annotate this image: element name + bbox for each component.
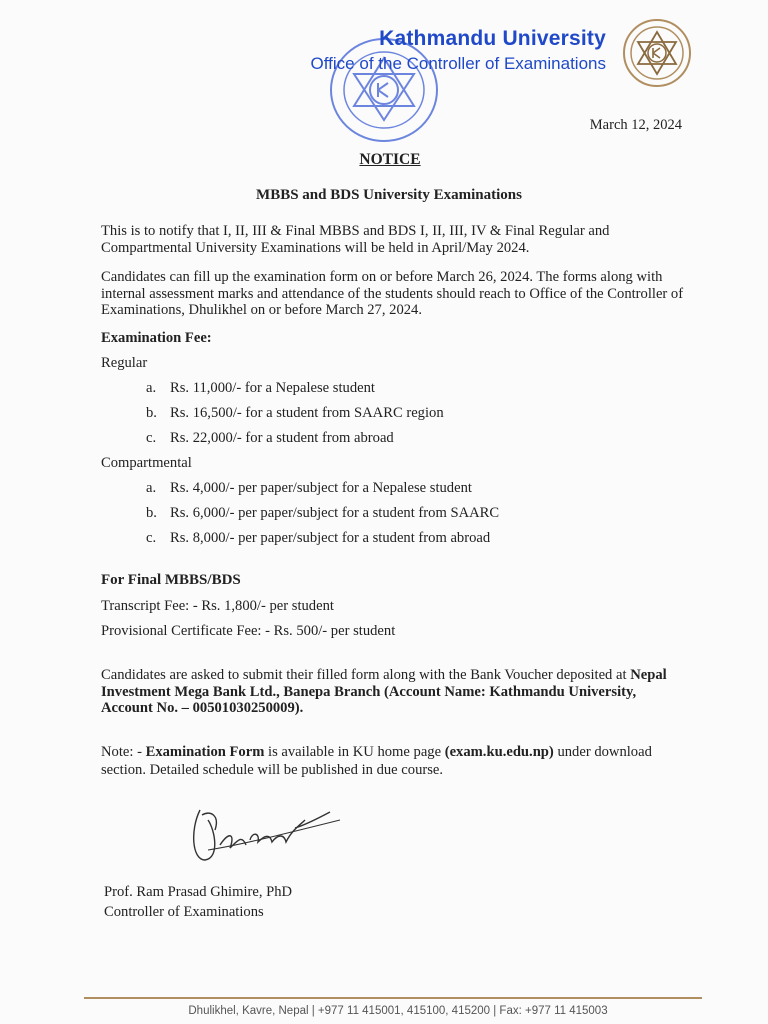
list-item <box>146 380 375 397</box>
intro-paragraph: This is to notify that I, II, III & Final MBBS and BDS I, II, III, IV & Final Regular and Compartmental University Examinations will be held in April/May 2024. <box>101 223 610 256</box>
list-marker: c. <box>146 430 157 446</box>
handwritten-signature <box>180 790 360 890</box>
footer-divider <box>84 997 702 999</box>
signatory-title: Controller of Examinations <box>104 904 264 920</box>
list-text: Rs. 11,000/- for a Nepalese student <box>170 380 375 396</box>
note-mid: is available in KU home page <box>264 744 445 760</box>
bank-details: Nepal Investment Mega Bank Ltd., Banepa Branch (Account Name: Kathmandu University, Account No. – 00501030250009). <box>101 667 667 716</box>
note-prefix: Note: - <box>101 744 146 760</box>
list-marker: c. <box>146 530 157 546</box>
list-text: Rs. 6,000/- per paper/subject for a student from SAARC <box>170 505 500 521</box>
bank-intro: Candidates are asked to submit their filled form along with the Bank Voucher deposited at <box>101 667 627 683</box>
note-url: (exam.ku.edu.np) <box>444 744 554 760</box>
office-name: Office of the Controller of Examinations <box>310 54 606 73</box>
list-item <box>146 480 472 497</box>
list-text: Rs. 22,000/- for a student from abroad <box>170 430 394 446</box>
university-stamp-seal <box>328 36 440 144</box>
note-paragraph <box>101 743 684 779</box>
university-logo <box>622 18 692 88</box>
list-marker: a. <box>146 380 157 396</box>
list-marker: b. <box>146 505 157 521</box>
university-name: Kathmandu University <box>379 27 606 50</box>
footer-contact: Dhulikhel, Kavre, Nepal | +977 11 415001, 415100, 415200 | Fax: +977 11 415003 <box>188 1005 608 1017</box>
list-item <box>146 505 499 522</box>
list-marker: a. <box>146 480 157 496</box>
list-item <box>146 430 394 447</box>
signatory-name: Prof. Ram Prasad Ghimire, PhD <box>104 884 293 900</box>
note-form-label: Examination Form <box>145 744 265 760</box>
notice-date: March 12, 2024 <box>589 117 682 133</box>
fee-heading: Examination Fee: <box>101 330 212 346</box>
regular-label: Regular <box>101 355 148 371</box>
compartmental-label: Compartmental <box>101 455 192 471</box>
list-item <box>146 405 444 422</box>
provisional-certificate-fee: Provisional Certificate Fee: - Rs. 500/- per student <box>101 623 396 639</box>
notice-subject: MBBS and BDS University Examinations <box>256 187 522 203</box>
notice-heading: NOTICE <box>359 151 421 168</box>
list-text: Rs. 4,000/- per paper/subject for a Nepalese student <box>170 480 472 496</box>
list-text: Rs. 16,500/- for a student from SAARC region <box>170 405 444 421</box>
list-marker: b. <box>146 405 157 421</box>
bank-paragraph <box>101 667 684 717</box>
note-rest: under download section. Detailed schedule will be published in due course. <box>101 744 652 778</box>
list-item <box>146 530 490 547</box>
list-text: Rs. 8,000/- per paper/subject for a student from abroad <box>170 530 491 546</box>
form-deadline-paragraph: Candidates can fill up the examination form on or before March 26, 2024. The forms along with internal assessment marks and attendance of the students should reach to Office of the Controller of Examinations, Dhulikhel on or before March 27, 2024. <box>101 269 684 318</box>
transcript-fee: Transcript Fee: - Rs. 1,800/- per student <box>101 598 334 614</box>
final-heading: For Final MBBS/BDS <box>101 572 241 588</box>
